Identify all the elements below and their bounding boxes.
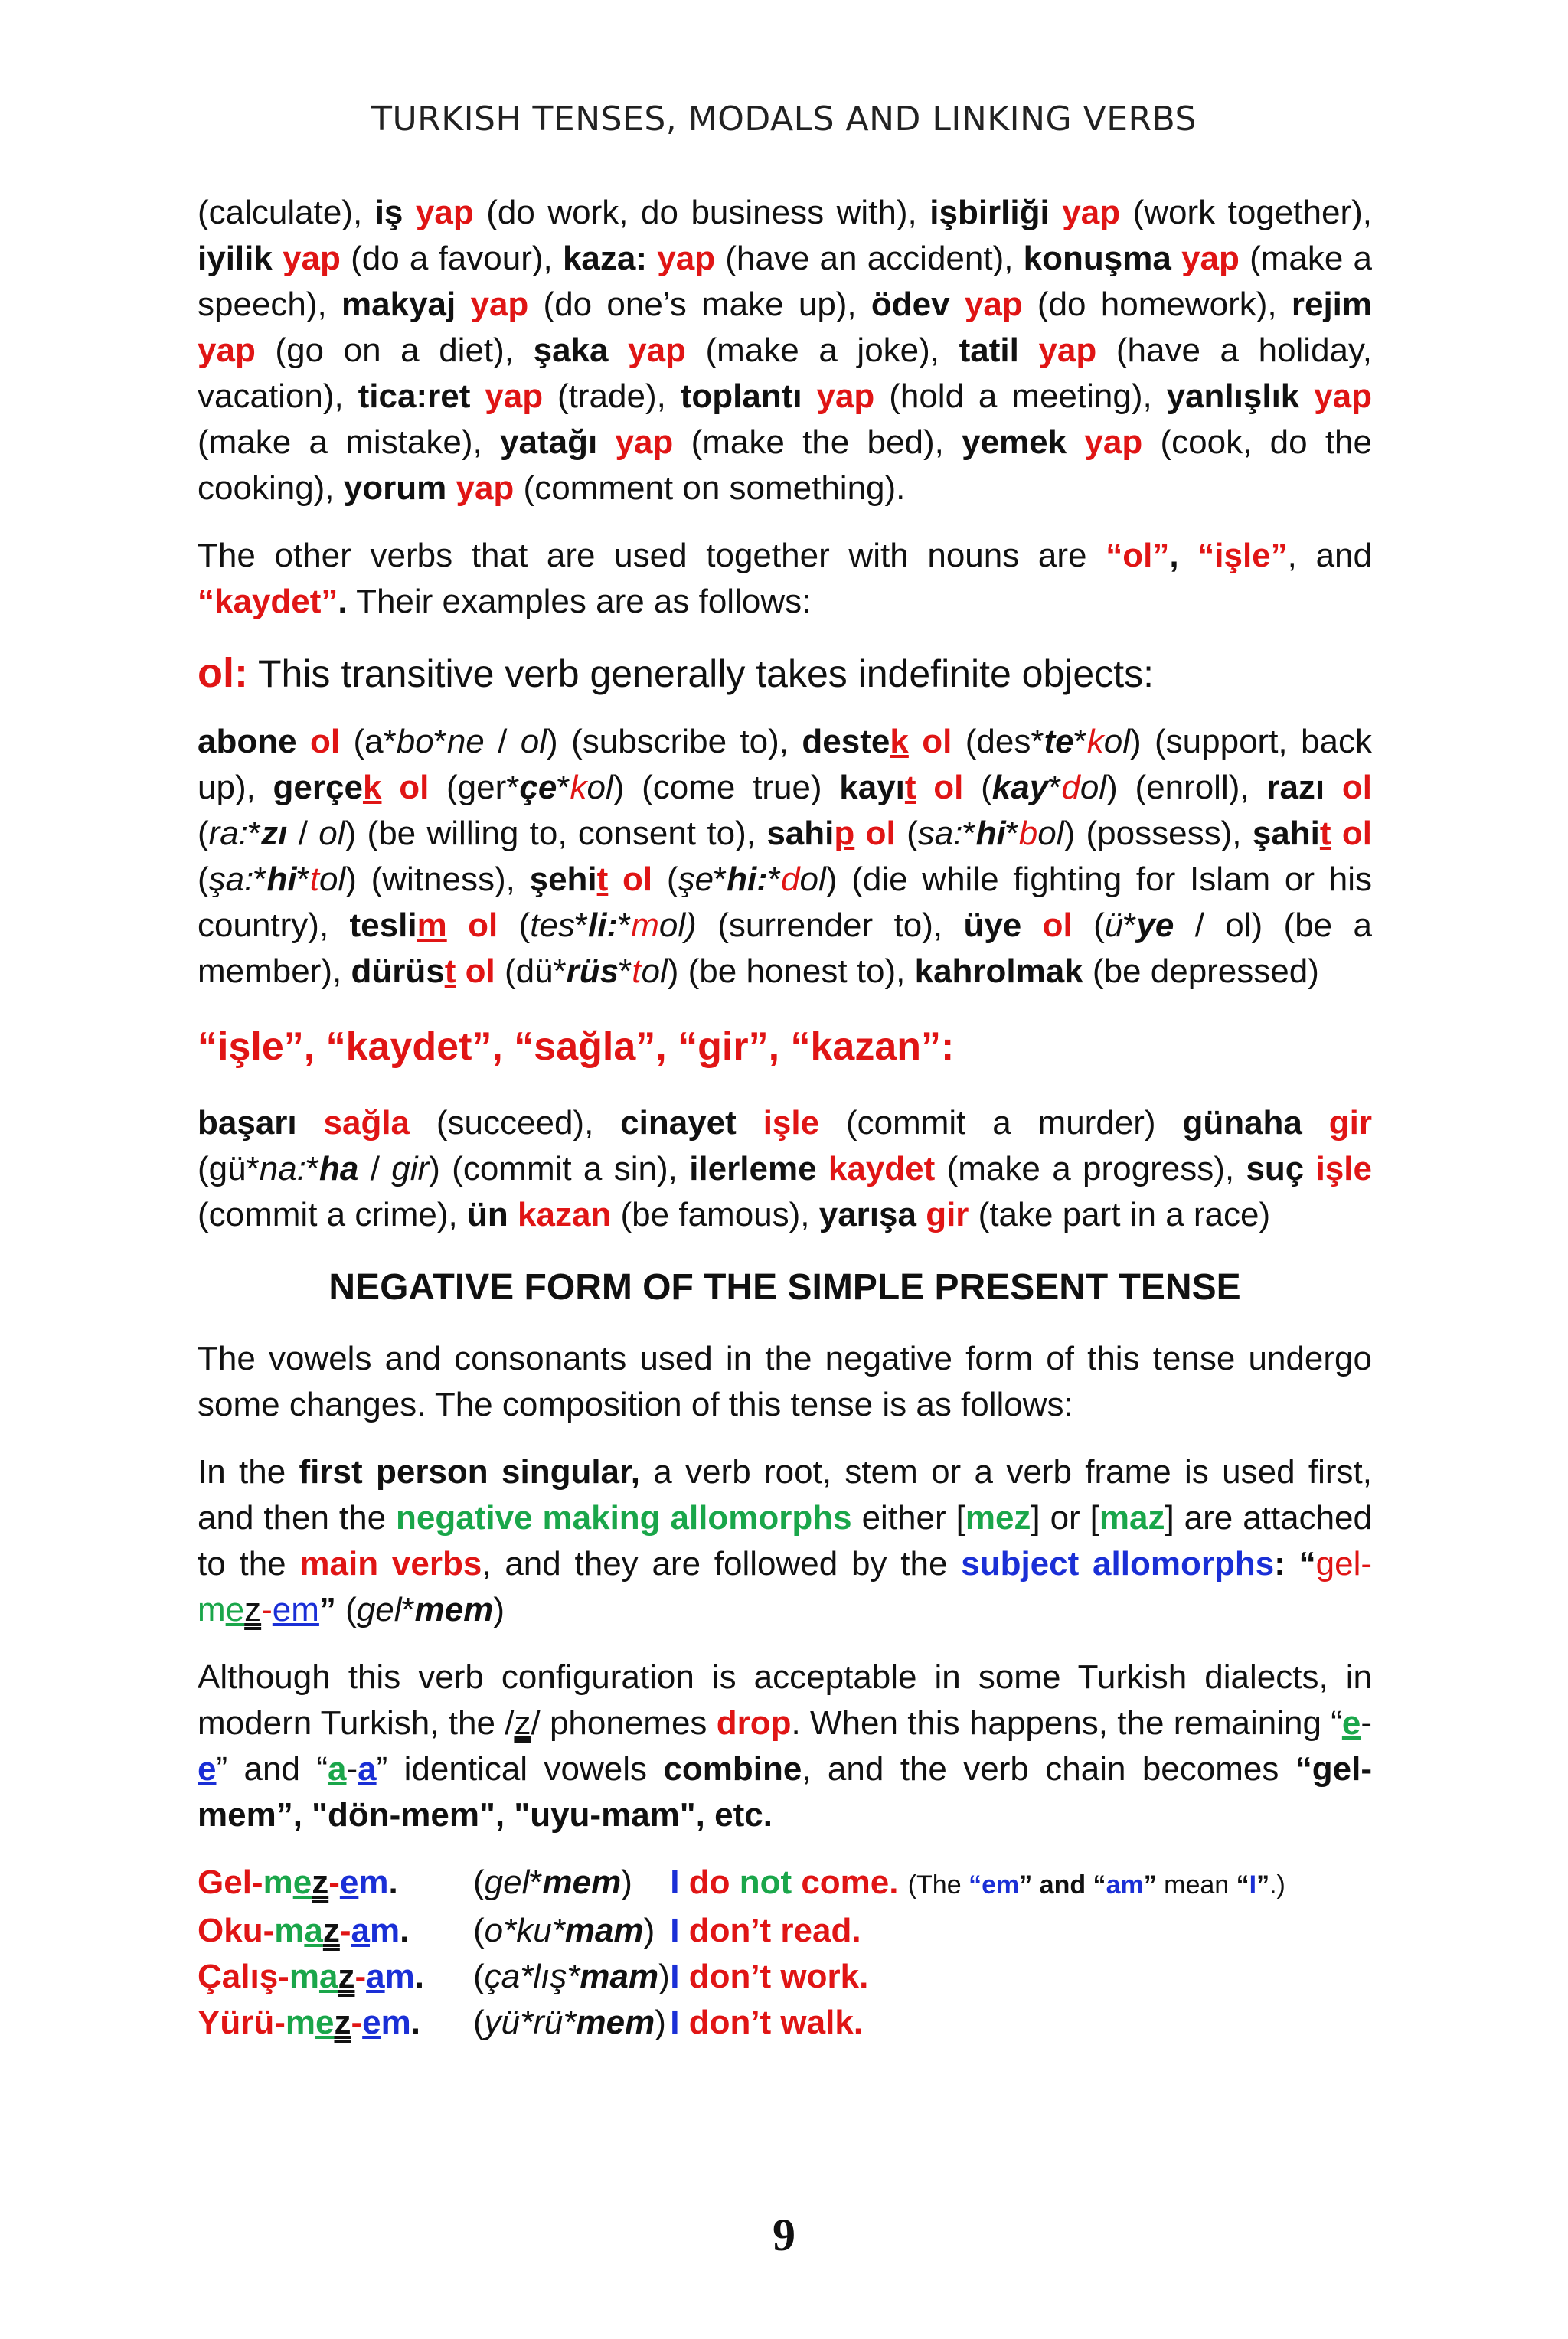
paragraph-yap-examples: (calculate), iş yap (do work, do business with), işbirliği yap (work together), iyilik yap (do a favour), kaza: yap (have an accident), konuşma yap (make a speech), makyaj yap (do one’s make up), ödev yap (do homework), rejim yap (go on a diet), şaka yap (make a joke), tatil yap (have a holiday, vacation), tica:ret yap (trade), toplantı yap (hold a meeting), yanlışlık yap (make a mistake), yatağı yap (make the bed), yemek yap (cook, do the cooking), yorum yap (comment on something). xyxy=(198,194,1373,507)
paragraph-first-person: In the first person singular, a verb root, stem or a verb frame is used first, and then the negative making allomorphs either [mez] or [maz] are attached to the main verbs, and they are followed by the subject allomorphs: “gel-mez-em” (gel*mem) xyxy=(198,1453,1372,1628)
examples-block xyxy=(198,1860,1372,2046)
ol-heading: ol: This transitive verb generally takes indefinite objects: xyxy=(198,650,1154,696)
example-row: Yürü-mez-em. (yü*rü*mem) I don’t walk. xyxy=(198,2004,864,2041)
section-title: NEGATIVE FORM OF THE SIMPLE PRESENT TENSE xyxy=(328,1267,1241,1308)
verbs-heading: “işle”, “kaydet”, “sağla”, “gir”, “kazan”: xyxy=(198,1024,955,1069)
paragraph-isle-examples: başarı sağla (succeed), cinayet işle (commit a murder) günaha gir (gü*na:*ha / gir) (commit a sin), ilerleme kaydet (make a progress), suç işle (commit a crime), ün kazan (be famous), yarışa gir (take part in a race) xyxy=(198,1104,1373,1233)
example-row: Oku-maz-am. (o*ku*mam) I don’t read. xyxy=(198,1912,861,1949)
example-row: Gel-mez-em. (gel*mem) I do not come. (The “em” and “am” mean “I”.) xyxy=(198,1864,1285,1901)
paragraph-other-verbs: The other verbs that are used together with nouns are “ol”, “işle”, and “kaydet”. Their examples are as follows: xyxy=(198,537,1372,620)
page-content xyxy=(198,190,1372,2046)
example-row: Çalış-maz-am. (ça*lış*mam) I don’t work. xyxy=(198,1958,869,1995)
paragraph-intro: The vowels and consonants used in the negative form of this tense undergo some changes. The composition of this tense is as follows: xyxy=(198,1340,1372,1423)
running-header: TURKISH TENSES, MODALS AND LINKING VERBS xyxy=(371,100,1197,139)
paragraph-ol-examples: abone ol (a*bo*ne / ol) (subscribe to), destek ol (des*te*kol) (support, back up), gerçek ol (ger*çe*kol) (come true) kayıt ol (kay*dol) (enroll), razı ol (ra:*zı / ol) (be willing to, consent to), sahip ol (sa:*hi*bol) (possess), şahit ol (şa:*hi*tol) (witness), şehit ol (şe*hi:*dol) (die while fighting for Islam or his country), teslim ol (tes*li:*mol) (surrender to), üye ol (ü*ye / ol) (be a member), dürüst ol (dü*rüs*tol) (be honest to), kahrolmak (be depressed) xyxy=(198,723,1372,990)
paragraph-dialects: Although this verb configuration is acceptable in some Turkish dialects, in modern Turkish, the /z/ phonemes drop. When this happens, the remaining “e-e” and “a-a” identical vowels combine, and the verb chain becomes “gel-mem”, "dön-mem", "uyu-mam", etc. xyxy=(198,1658,1373,1834)
page-number: 9 xyxy=(773,2210,795,2260)
